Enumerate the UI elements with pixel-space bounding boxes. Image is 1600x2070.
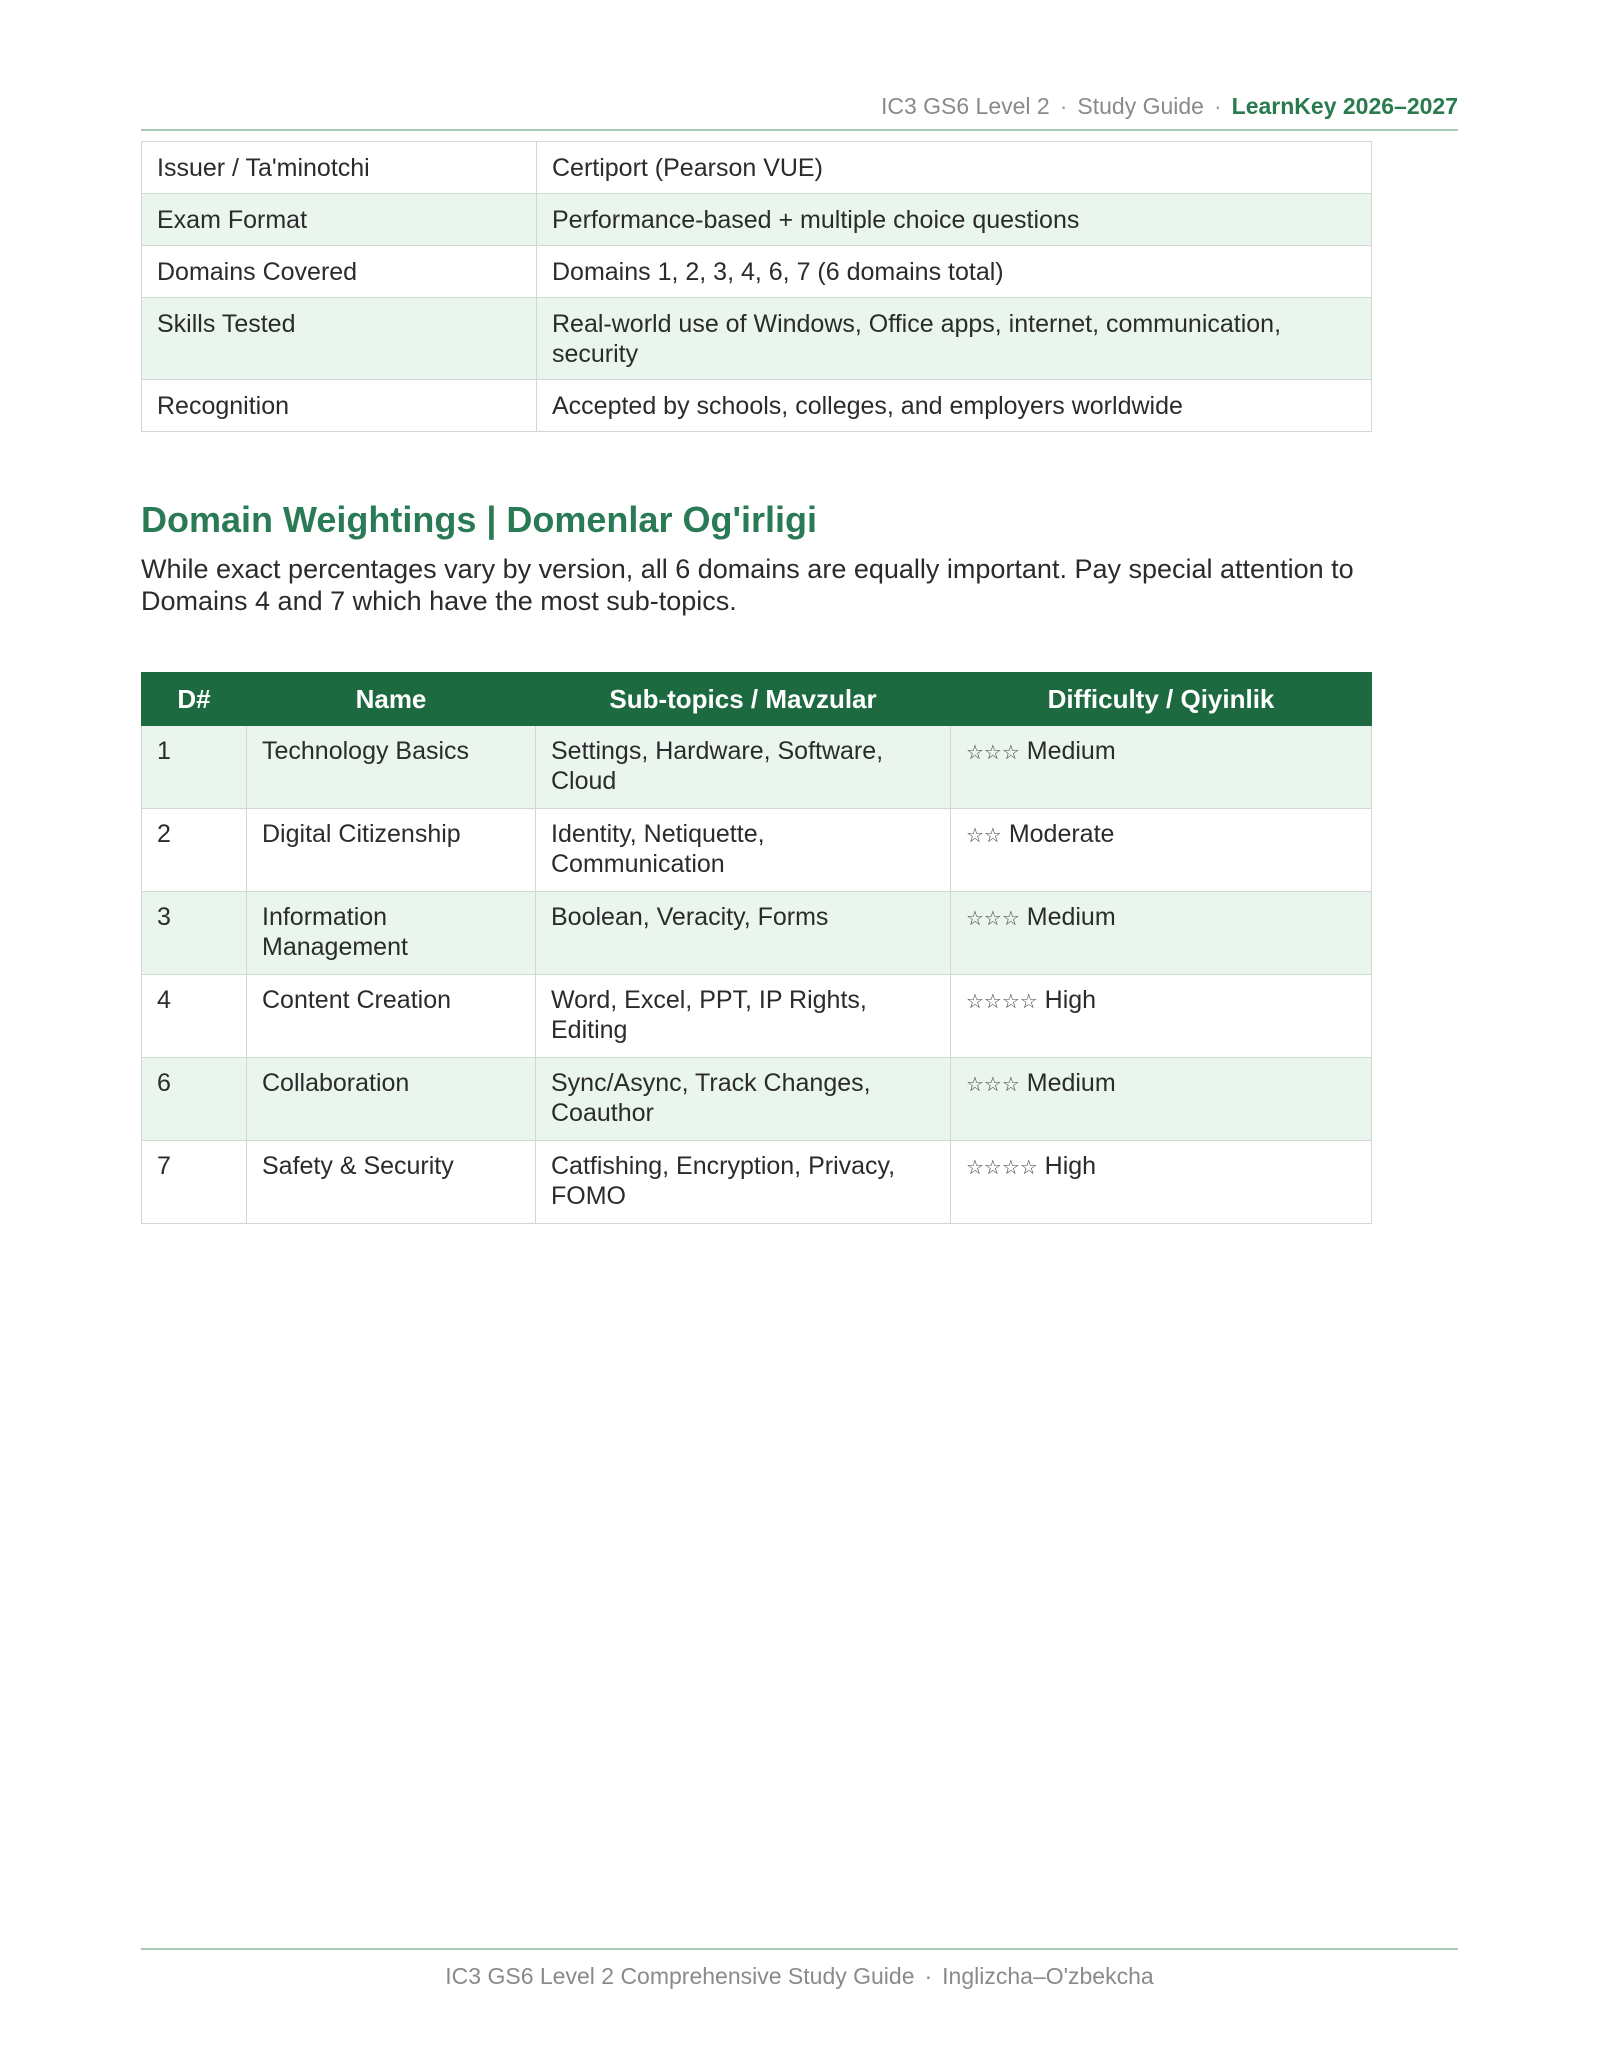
difficulty-label: Medium (1026, 737, 1116, 765)
footer-divider (141, 1948, 1458, 1950)
star-rating-icon: ☆☆☆☆ (966, 1157, 1038, 1179)
footer-separator: · (924, 1963, 933, 1989)
domain-difficulty (951, 892, 1372, 975)
header-separator: · (1213, 93, 1222, 119)
domain-difficulty (951, 1058, 1372, 1141)
table-row (142, 1141, 1372, 1224)
info-value: Domains 1, 2, 3, 4, 6, 7 (6 domains total) (537, 246, 1372, 298)
star-rating-icon: ☆☆☆ (966, 742, 1020, 764)
domain-name: Digital Citizenship (247, 809, 536, 892)
domain-subtopics: Boolean, Veracity, Forms (536, 892, 951, 975)
info-key: Exam Format (142, 194, 537, 246)
table-row (142, 194, 1372, 246)
domain-number: 4 (142, 975, 247, 1058)
domain-name: Collaboration (247, 1058, 536, 1141)
header-divider (141, 129, 1458, 131)
domain-subtopics: Settings, Hardware, Software, Cloud (536, 726, 951, 809)
star-rating-icon: ☆☆☆ (966, 1074, 1020, 1096)
domain-number: 2 (142, 809, 247, 892)
column-header-subtopics: Sub-topics / Mavzular (536, 673, 951, 726)
domain-name: Technology Basics (247, 726, 536, 809)
table-row (142, 975, 1372, 1058)
info-value: Performance-based + multiple choice questions (537, 194, 1372, 246)
header-brand: LearnKey 2026–2027 (1231, 93, 1458, 119)
info-key: Issuer / Ta'minotchi (142, 142, 537, 194)
header-separator: · (1059, 93, 1068, 119)
column-header-difficulty: Difficulty / Qiyinlik (951, 673, 1372, 726)
domain-name: Information Management (247, 892, 536, 975)
header-course: IC3 GS6 Level 2 (880, 93, 1050, 119)
star-rating-icon: ☆☆ (966, 825, 1002, 847)
table-row (142, 726, 1372, 809)
table-row (142, 892, 1372, 975)
domain-number: 1 (142, 726, 247, 809)
info-value: Certiport (Pearson VUE) (537, 142, 1372, 194)
header-doc-type: Study Guide (1077, 93, 1204, 119)
domain-difficulty (951, 1141, 1372, 1224)
domain-subtopics: Word, Excel, PPT, IP Rights, Editing (536, 975, 951, 1058)
difficulty-label: High (1044, 986, 1097, 1014)
star-rating-icon: ☆☆☆☆ (966, 991, 1038, 1013)
star-rating-icon: ☆☆☆ (966, 908, 1020, 930)
table-header-row (142, 673, 1372, 726)
table-row (142, 380, 1372, 432)
difficulty-label: Medium (1026, 903, 1116, 931)
footer-language: Inglizcha–O'zbekcha (942, 1963, 1154, 1989)
table-row (142, 246, 1372, 298)
running-footer (141, 1962, 1458, 1990)
domain-difficulty (951, 975, 1372, 1058)
domain-subtopics: Identity, Netiquette, Communication (536, 809, 951, 892)
difficulty-label: High (1044, 1152, 1097, 1180)
domain-number: 6 (142, 1058, 247, 1141)
running-header (141, 92, 1458, 120)
domain-name: Content Creation (247, 975, 536, 1058)
info-key: Skills Tested (142, 298, 537, 380)
column-header-name: Name (247, 673, 536, 726)
domain-difficulty (951, 726, 1372, 809)
domain-name: Safety & Security (247, 1141, 536, 1224)
column-header-number: D# (142, 673, 247, 726)
difficulty-label: Medium (1026, 1069, 1116, 1097)
domain-number: 7 (142, 1141, 247, 1224)
domain-difficulty (951, 809, 1372, 892)
table-row (142, 142, 1372, 194)
info-value: Real-world use of Windows, Office apps, internet, communication, security (537, 298, 1372, 380)
info-key: Recognition (142, 380, 537, 432)
info-value: Accepted by schools, colleges, and employers worldwide (537, 380, 1372, 432)
footer-title: IC3 GS6 Level 2 Comprehensive Study Guide (445, 1963, 915, 1989)
section-intro: While exact percentages vary by version, all 6 domains are equally important. Pay special attention to Domains 4 and 7 which have the most sub-topics. (141, 554, 1354, 616)
domain-subtopics: Sync/Async, Track Changes, Coauthor (536, 1058, 951, 1141)
domain-weightings-table (141, 672, 1372, 1224)
domain-number: 3 (142, 892, 247, 975)
table-row (142, 298, 1372, 380)
exam-info-table (141, 141, 1372, 432)
difficulty-label: Moderate (1008, 820, 1115, 848)
domain-subtopics: Catfishing, Encryption, Privacy, FOMO (536, 1141, 951, 1224)
info-key: Domains Covered (142, 246, 537, 298)
section-title: Domain Weightings | Domenlar Og'irligi (141, 499, 818, 540)
table-row (142, 1058, 1372, 1141)
table-row (142, 809, 1372, 892)
